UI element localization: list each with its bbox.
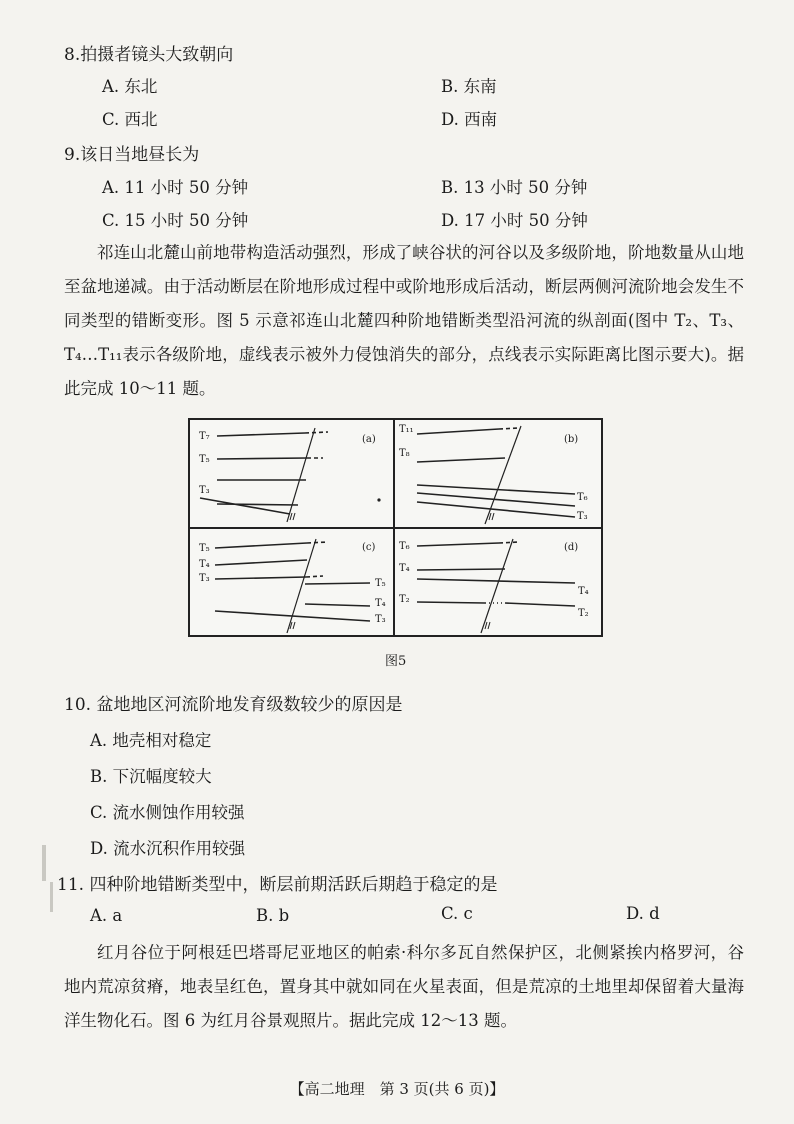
- terrace-label: T₃: [375, 614, 386, 625]
- passage-qilian: 祁连山北麓山前地带构造活动强烈，形成了峡谷状的河谷以及多级阶地，阶地数量从山地至盆地递减。由于活动断层在阶地形成过程中或阶地形成后活动，断层两侧河流阶地会发生不同类型的错断变形。图 5 示意祁连山北麓四种阶地错断类型沿河流的纵剖面(图中 T₂、T₃、T₄…T₁₁表示各级阶地，虚线表示被外力侵蚀消失的部分，点线表示实际距离比图示要大)。据此完成 10～11 题。: [64, 243, 744, 398]
- terrace-label: T₃: [199, 573, 210, 584]
- terrace-label: T₅: [199, 543, 210, 554]
- q8-option-c: C. 西北: [102, 110, 158, 129]
- scan-mark: [50, 882, 53, 912]
- terrace-label: T₁₁: [399, 424, 414, 435]
- q8-option-a: A. 东北: [102, 77, 158, 96]
- q11-option-c: C. c: [441, 904, 473, 923]
- terrace-label: T₄: [399, 563, 410, 574]
- q10-option-b: B. 下沉幅度较大: [90, 767, 212, 786]
- question-8-stem: 8.拍摄者镜头大致朝向: [64, 45, 234, 65]
- panel-d-label: (d): [564, 542, 579, 553]
- terrace-label: T₄: [375, 598, 386, 609]
- q11-option-a: A. a: [90, 906, 123, 925]
- terrace-label: T₆: [399, 541, 410, 552]
- q8-option-b: B. 东南: [441, 77, 497, 96]
- q11-option-d: D. d: [626, 904, 660, 923]
- terrace-label: T₂: [578, 608, 589, 619]
- panel-a-label: (a): [362, 434, 376, 445]
- terrace-label: T₄: [578, 586, 589, 597]
- terrace-label: T₃: [577, 511, 588, 522]
- q10-option-c: C. 流水侧蚀作用较强: [90, 803, 245, 822]
- page-footer: 【高二地理 第 3 页(共 6 页)】: [289, 1080, 505, 1098]
- scan-mark: [42, 845, 46, 881]
- q8-option-d: D. 西南: [441, 110, 498, 129]
- figure-5-caption: 图5: [385, 654, 407, 669]
- terrace-label: T₅: [199, 454, 210, 465]
- terrace-label: T₂: [399, 594, 410, 605]
- figure-5: [188, 418, 603, 637]
- panel-c-label: (c): [362, 542, 376, 553]
- q11-option-b: B. b: [256, 906, 290, 925]
- q9-option-a: A. 11 小时 50 分钟: [102, 178, 249, 197]
- terrace-label: T₃: [199, 485, 210, 496]
- q9-option-b: B. 13 小时 50 分钟: [441, 178, 588, 197]
- question-10-stem: 10. 盆地地区河流阶地发育级数较少的原因是: [64, 695, 403, 715]
- terrace-label: T₈: [399, 448, 410, 459]
- q9-option-c: C. 15 小时 50 分钟: [102, 211, 249, 230]
- passage-red-moon-valley: 红月谷位于阿根廷巴塔哥尼亚地区的帕索·科尔多瓦自然保护区，北侧紧挨内格罗河，谷地内荒凉贫瘠，地表呈红色，置身其中就如同在火星表面，但是荒凉的土地里却保留着大量海洋生物化石。图 6 为红月谷景观照片。据此完成 12～13 题。: [64, 943, 744, 1030]
- terrace-label: T₆: [577, 492, 588, 503]
- q10-option-a: A. 地壳相对稳定: [90, 731, 212, 750]
- terrace-label: T₅: [375, 578, 386, 589]
- panel-b-label: (b): [564, 434, 579, 445]
- terrace-label: T₇: [199, 431, 210, 442]
- question-11-stem: 11. 四种阶地错断类型中，断层前期活跃后期趋于稳定的是: [57, 875, 498, 895]
- terrace-label: T₄: [199, 559, 210, 570]
- q10-option-d: D. 流水沉积作用较强: [90, 839, 246, 858]
- question-9-stem: 9.该日当地昼长为: [64, 145, 200, 165]
- q9-option-d: D. 17 小时 50 分钟: [441, 211, 588, 230]
